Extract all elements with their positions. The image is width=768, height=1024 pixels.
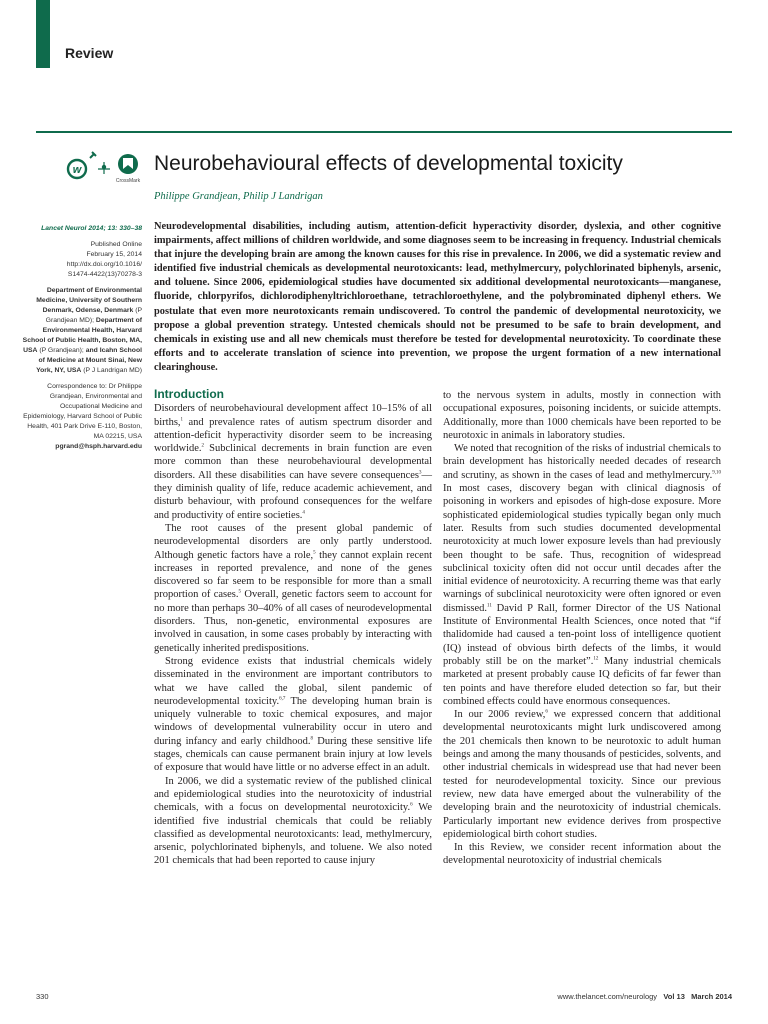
section-heading-introduction: Introduction <box>154 387 224 401</box>
header-accent-bar <box>36 0 50 68</box>
paragraph: Disorders of neurobehavioural development affect 10–15% of all births,$^1$ and prevalence rates of autism spectrum disorder and attention-deficit hyperactivity disorder seem to be increasing worldwide.$^2$ Subclinical decrements in brain function are even more common than these neurobehavioural developmental disorders. All these disabilities can have severe consequences$^3$—they diminish quality of life, reduce academic achievement, and disturb behaviour, with profound consequences for the welfare and productivity of entire societies.$^4$ <box>154 403 432 521</box>
svg-text:CrossMark: CrossMark <box>115 178 141 184</box>
paragraph: The root causes of the present global pandemic of neurodevelopmental disorders are only partly understood. Although genetic factors have a role,$^5$ they cannot explain recent increases in reported prevalence, and none of the genes discovered so far seem to be responsible for more than a small proportion of cases.$^5$ Overall, genetic factors seem to account for no more than perhaps 30–40% of all cases of neurodevelopmental disorders. Thus, non-genetic, environmental exposures are involved in causation, in some cases probably by interacting with genetically inherited predispositions. <box>154 522 433 654</box>
body-column-left <box>154 388 432 868</box>
paragraph: In this Review, we consider recent information about the developmental neurotoxicity of industrial chemicals <box>443 842 721 867</box>
header-rule <box>36 131 732 133</box>
paragraph: to the nervous system in adults, mostly in connection with occupational exposures, poisoning incidents, or suicide attempts. Additionally, more than 1000 chemicals have been reported to be neurotoxic in animals in laboratory studies. <box>443 390 721 441</box>
author-affiliations: Department of Environmental Medicine, University of Southern Denmark, Odense, Denmark (P Grandjean MD); Department of Environmental Health, Harvard School of Public Health, Boston, MA, USA (P Grandjean); and Icahn School of Medicine at Mount Sinai, New York, NY, USA (P J Landrigan MD) <box>22 287 142 374</box>
svg-text:w: w <box>72 164 82 176</box>
publication-info: Published Online February 15, 2014 http://dx.doi.org/10.1016/ S1474-4422(13)70278-3 <box>66 241 142 278</box>
article-title: Neurobehavioural effects of developmental toxicity <box>154 152 623 175</box>
paragraph: In our 2006 review,$^6$ we expressed concern that additional developmental neurotoxicants might lurk undiscovered among the 201 chemicals then known to be neurotoxic to adult human beings and among the many thousands of pesticides, solvents, and other industrial chemicals in widespread use that had never been tested for neurodevelopmental toxicity. Since our previous review, new data have emerged about the vulnerability of the developing brain and the neurotoxicity of industrial chemicals. Particularly important new evidence derives from prospective epidemiological birth cohort studies. <box>443 709 721 840</box>
journal-website-link[interactable]: www.thelancet.com/neurology <box>557 992 658 1001</box>
doi-link[interactable]: S1474-4422(13)70278-3 <box>67 271 142 278</box>
abstract: Neurodevelopmental disabilities, including autism, attention-deficit hyperactivity disorder, dyslexia, and other cognitive impairments, affect millions of children worldwide, and some diagnoses seem to be increasing in frequency. Industrial chemicals that injure the developing brain are among the known causes for this rise in prevalence. In 2006, we did a systematic review and identified five industrial chemicals as developmental neurotoxicants: lead, methylmercury, polychlorinated biphenyls, arsenic, and toluene. Since 2006, epidemiological studies have documented six additional developmental neurotoxicants—manganese, fluoride, chlorpyrifos, dichlorodiphenyltrichloroethane, tetrachloroethylene, and the polybrominated diphenyl ethers. We postulate that even more neurotoxicants remain undiscovered. To control the pandemic of developmental neurotoxicity, we propose a global prevention strategy. Untested chemicals should not be presumed to be safe to brain development, and chemicals in existing use and all new chemicals must therefore be tested for developmental neurotoxicity. To coordinate these efforts and to accelerate translation of science into prevention, we propose the urgent formation of a new international clearinghouse. <box>154 221 721 373</box>
section-label: Review <box>65 45 114 61</box>
paragraph: In 2006, we did a systematic review of the published clinical and epidemiological studies into the neurotoxicity of industrial chemicals, with a focus on developmental neurotoxicity.$^6$ We identified five industrial chemicals that could be reliably classified as developmental neurotoxicants: lead, methylmercury, arsenic, polychlorinated biphenyls, and toluene. We also noted 201 chemicals that had been reported to cause injury <box>154 775 432 867</box>
article-logos <box>66 148 146 186</box>
footer-journal-info: www.thelancet.com/neurology Vol 13 March 2014 <box>557 992 732 1001</box>
journal-citation: Lancet Neurol 2014; 13: 330–38 <box>41 225 142 232</box>
email-link[interactable]: pgrand@hsph.harvard.edu <box>55 443 142 450</box>
crossmark-icon[interactable] <box>114 148 146 186</box>
doi-link[interactable]: http://dx.doi.org/10.1016/ <box>66 261 142 268</box>
page-number: 330 <box>36 992 49 1001</box>
article-sidebar <box>22 224 142 458</box>
paragraph: We noted that recognition of the risks of industrial chemicals to brain development has historically needed decades of research and scrutiny, as shown in the cases of lead and methylmercury.$^{9,10}$ In most cases, discovery began with clinical diagnosis of poisoning in workers and episodes of high-dose exposure. More sophisticated epidemiological studies typically began only much later. Results from such studies documented developmental neurotoxicity at much lower exposure levels than had previously been thought to be safe. Thus, recognition of widespread subclinical toxicity often did not occur until decades after the initial evidence of neurotoxicity. A recurring theme was that early warnings of subclinical neurotoxicity were often ignored or even dismissed.$^{11}$ David P Rall, former Director of the US National Institute of Environmental Health Sciences, once noted that “if thalidomide had caused a ten-point loss of intelligence quotient (IQ) instead of obvious birth defects of the limbs, it would probably still be on the market”.$^{12}$ Many industrial chemicals marketed at present probably cause IQ deficits of far fewer than ten points and have therefore eluded detection so far, but their combined effects could have enormous consequences. <box>443 443 722 707</box>
paragraph: Strong evidence exists that industrial chemicals widely disseminated in the environment are important contributors to what we have called the global, silent pandemic of neurodevelopmental toxicity.$^{6,7}$ The developing human brain is uniquely vulnerable to toxic chemical exposures, and major windows of developmental vulnerability occur in utero and during infancy and early childhood.$^8$ During these sensitive life stages, chemicals can cause permanent brain injury at low levels of exposure that would have little or no adverse effect in an adult. <box>154 655 432 774</box>
correspondence-info: Correspondence to: Dr Philippe Grandjean, Environmental and Occupational Medicine and Epidemiology, Harvard School of Public Health, 401 Park Drive E-110, Boston, MA 02215, USA pgrand@hsph.harvard.edu <box>23 383 142 450</box>
body-column-right <box>443 389 721 868</box>
author-list: Philippe Grandjean, Philip J Landrigan <box>154 191 323 202</box>
